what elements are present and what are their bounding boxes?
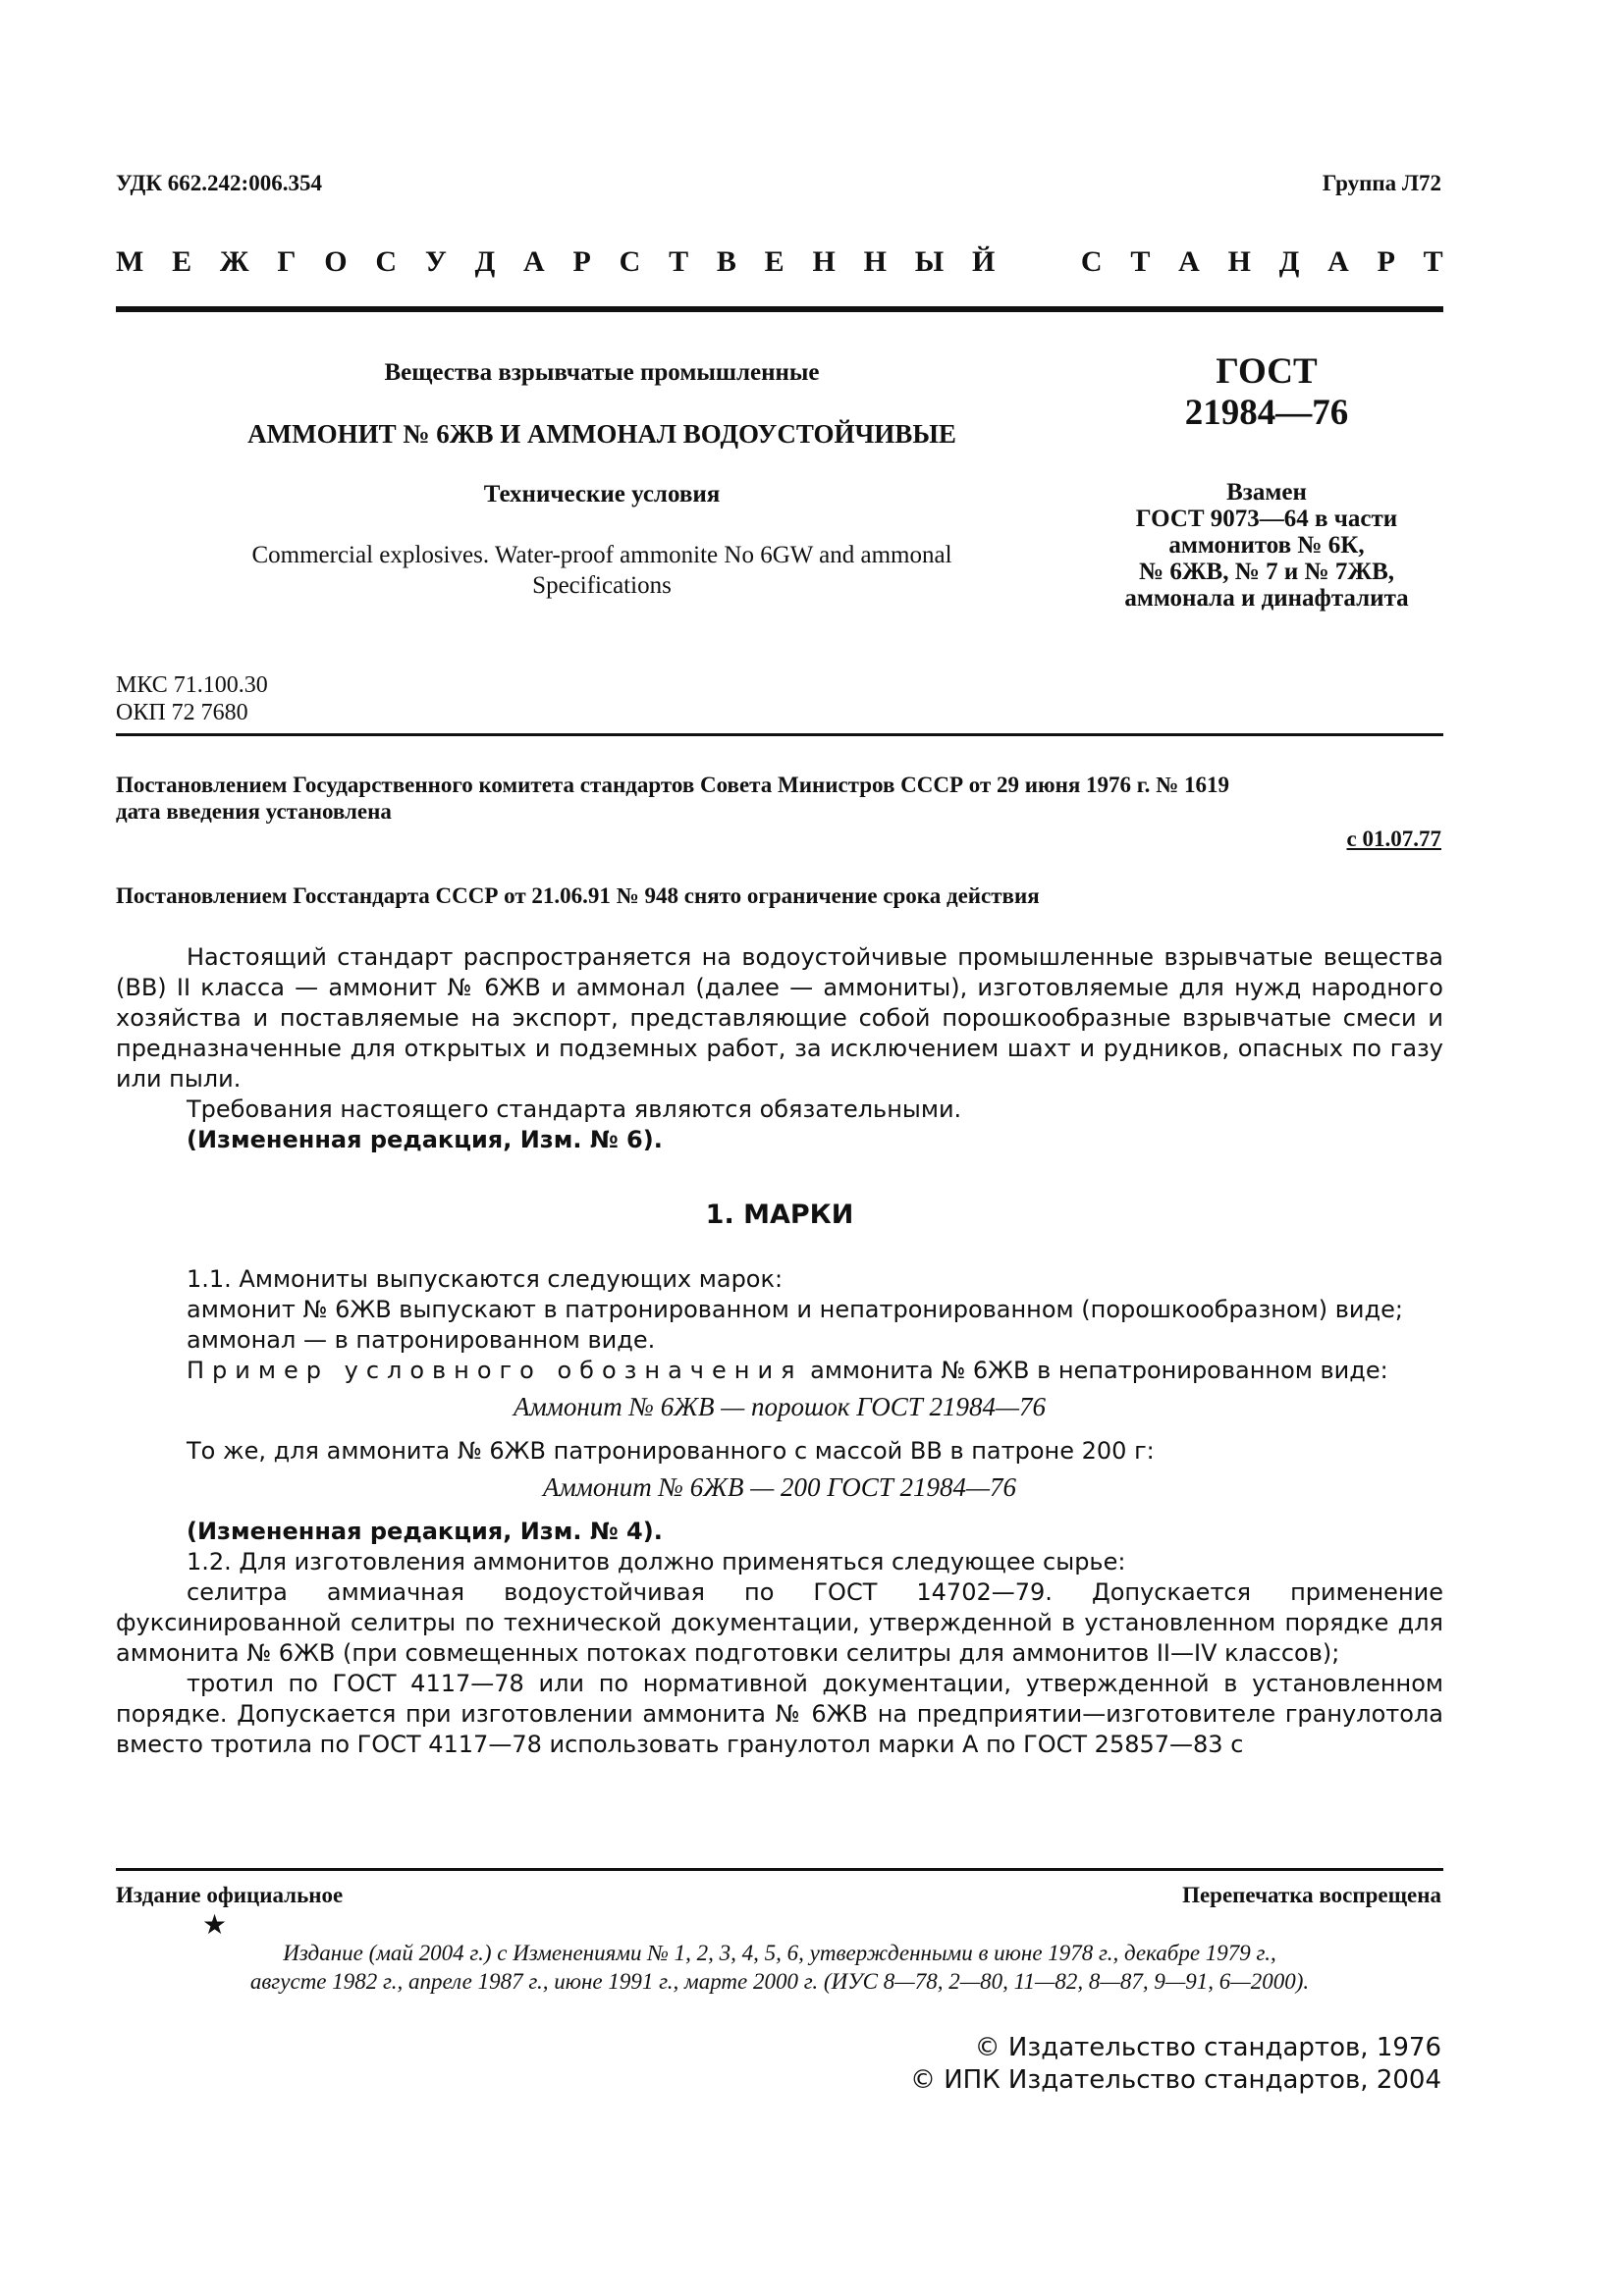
heading-letter: Е <box>764 245 784 278</box>
decree-validity-note: Постановлением Госстандарта СССР от 21.06.91 № 948 снято ограничение срока действия <box>116 883 1040 908</box>
heading-letter: Н <box>812 245 836 278</box>
intro-paragraph: Требования настоящего стандарта являются обязательными. <box>187 1095 962 1123</box>
section-paragraph: 1.2. Для изготовления аммонитов должно применяться следующее сырье: <box>187 1548 1126 1575</box>
gost-designation-block <box>1060 351 1473 612</box>
heading-letter: Т <box>1130 245 1151 278</box>
amendment-note: (Измененная редакция, Изм. № 6). <box>187 1126 663 1153</box>
heading-letter: Н <box>863 245 887 278</box>
section-paragraph: селитра аммиачная водоустойчивая по ГОСТ 14702—79. Допускается применение фуксинированной селитры по технической документации, утвержденной в установленном порядке для аммонита № 6ЖВ (при совмещенных потоках подготовки селитры для аммонитов II—IV классов); <box>116 1578 1443 1667</box>
heading-letter: Д <box>474 245 496 278</box>
reprint-prohibited-label: Перепечатка воспрещена <box>1182 1883 1441 1907</box>
section-paragraph: 1.1. Аммониты выпускаются следующих марок: <box>187 1265 784 1293</box>
replaces-line: Взамен <box>1226 479 1307 506</box>
document-subject: Вещества взрывчатые промышленные <box>384 359 820 386</box>
replaces-line: № 6ЖВ, № 7 и № 7ЖВ, <box>1138 559 1395 585</box>
heading-letter: Е <box>172 245 192 278</box>
replaces-line: аммонала и динафталита <box>1124 585 1409 612</box>
intro-paragraph: Настоящий стандарт распространяется на водоустойчивые промышленные взрывчатые вещества (ВВ) II класса — аммонит № 6ЖВ и аммонал (далее — аммониты), изготовляемые для нужд народного хозяйства и поставляемые на экспорт, представляющие собой порошкообразные взрывчатые смеси и предназначенные для открытых и подземных работ, за исключением шахт и рудников, опасных по газу или пыли. <box>116 943 1443 1093</box>
star-icon: ★ <box>202 1910 228 1941</box>
heading-letter: У <box>424 245 447 278</box>
decree-line: Постановлением Государственного комитета стандартов Совета Министров СССР от 29 июня 1976 г. № 1619 <box>116 773 1229 797</box>
udk-code: УДК 662.242:006.354 <box>116 171 322 195</box>
decree-line: дата введения установлена <box>116 799 392 824</box>
heading-letter: Г <box>277 245 297 278</box>
header-rule-thick <box>116 306 1443 312</box>
english-title-line: Commercial explosives. Water-proof ammonite No 6GW and ammonal <box>251 542 952 568</box>
copyright-line: © Издательство стандартов, 1976 <box>974 2033 1441 2062</box>
replaces-note <box>1060 479 1473 612</box>
designation-example: Аммонит № 6ЖВ — порошок ГОСТ 21984—76 <box>513 1392 1047 1421</box>
heading-letter: С <box>1080 245 1103 278</box>
intro-section <box>116 942 1443 1155</box>
heading-letter: Т <box>1423 245 1443 278</box>
gost-label: ГОСТ <box>1216 351 1318 392</box>
interstate-standard-heading <box>116 245 1443 279</box>
classification-codes <box>116 671 268 726</box>
document-subtitle: Технические условия <box>483 481 721 507</box>
heading-letter: М <box>116 245 144 278</box>
heading-letter: Й <box>971 245 996 278</box>
heading-letter: С <box>619 245 641 278</box>
heading-letter: Т <box>669 245 689 278</box>
section-body <box>116 1264 1443 1760</box>
heading-letter: Ы <box>914 245 945 278</box>
section-paragraph: тротил по ГОСТ 4117—78 или по нормативной документации, утвержденной в установленном порядке. Допускается при изготовлении аммонита № 6ЖВ на предприятии—изготовителе гранулотола вместо тротила по ГОСТ 4117—78 использовать гранулотол марки А по ГОСТ 25857—83 с <box>116 1670 1443 1758</box>
heading-letter: Д <box>1278 245 1300 278</box>
okp-code: ОКП 72 7680 <box>116 700 248 725</box>
edition-history <box>116 1939 1443 1996</box>
spaced-term: Пример условного обозначения <box>187 1357 803 1384</box>
heading-letter: Н <box>1227 245 1251 278</box>
heading-letter: О <box>324 245 348 278</box>
english-title <box>116 540 1088 601</box>
edition-line: августе 1982 г., апреле 1987 г., июне 1991 г., марте 2000 г. (ИУС 8—78, 2—80, 11—82, 8—87, 9—91, 6—2000). <box>249 1969 1310 1994</box>
codes-rule <box>116 733 1443 736</box>
copyright-block <box>910 2032 1441 2097</box>
section-paragraph: аммонал — в патронированном виде. <box>187 1326 656 1354</box>
group-code: Группа Л72 <box>1322 171 1441 195</box>
introduction-date: с 01.07.77 <box>1346 827 1441 851</box>
heading-letter: С <box>375 245 398 278</box>
heading-letter: Ж <box>219 245 249 278</box>
designation-example: Аммонит № 6ЖВ — 200 ГОСТ 21984—76 <box>542 1472 1017 1502</box>
gost-number: 21984—76 <box>1184 393 1349 433</box>
document-title: АММОНИТ № 6ЖВ И АММОНАЛ ВОДОУСТОЙЧИВЫЕ <box>247 419 956 449</box>
replaces-line: аммонитов № 6К, <box>1168 532 1365 559</box>
section-paragraph: аммонит № 6ЖВ выпускают в патронированном и непатронированном (порошкообразном) виде; <box>187 1296 1403 1323</box>
english-title-line: Specifications <box>532 572 672 599</box>
official-edition-label: Издание официальное <box>116 1883 344 1907</box>
amendment-note: (Измененная редакция, Изм. № 4). <box>187 1518 663 1545</box>
section-paragraph <box>116 1356 1443 1386</box>
mks-code: МКС 71.100.30 <box>116 672 268 698</box>
decree-statement <box>116 772 1443 825</box>
edition-line: Издание (май 2004 г.) с Изменениями № 1, 2, 3, 4, 5, 6, утвержденными в июне 1978 г., декабре 1979 г., <box>283 1941 1276 1965</box>
heading-letter: А <box>523 245 545 278</box>
copyright-line: © ИПК Издательство стандартов, 2004 <box>909 2065 1441 2095</box>
heading-letter: Р <box>572 245 591 278</box>
paragraph-text: аммонита № 6ЖВ в непатронированном виде: <box>802 1357 1388 1384</box>
heading-letter: А <box>1178 245 1200 278</box>
section-paragraph: То же, для аммонита № 6ЖВ патронированного с массой ВВ в патроне 200 г: <box>187 1437 1155 1465</box>
heading-gap <box>1023 245 1053 279</box>
footer-rule <box>116 1868 1443 1871</box>
section-title: 1. МАРКИ <box>705 1200 854 1230</box>
heading-letter: Р <box>1377 245 1395 278</box>
heading-letter: В <box>716 245 736 278</box>
heading-letter: А <box>1327 245 1349 278</box>
replaces-line: ГОСТ 9073—64 в части <box>1135 506 1398 532</box>
